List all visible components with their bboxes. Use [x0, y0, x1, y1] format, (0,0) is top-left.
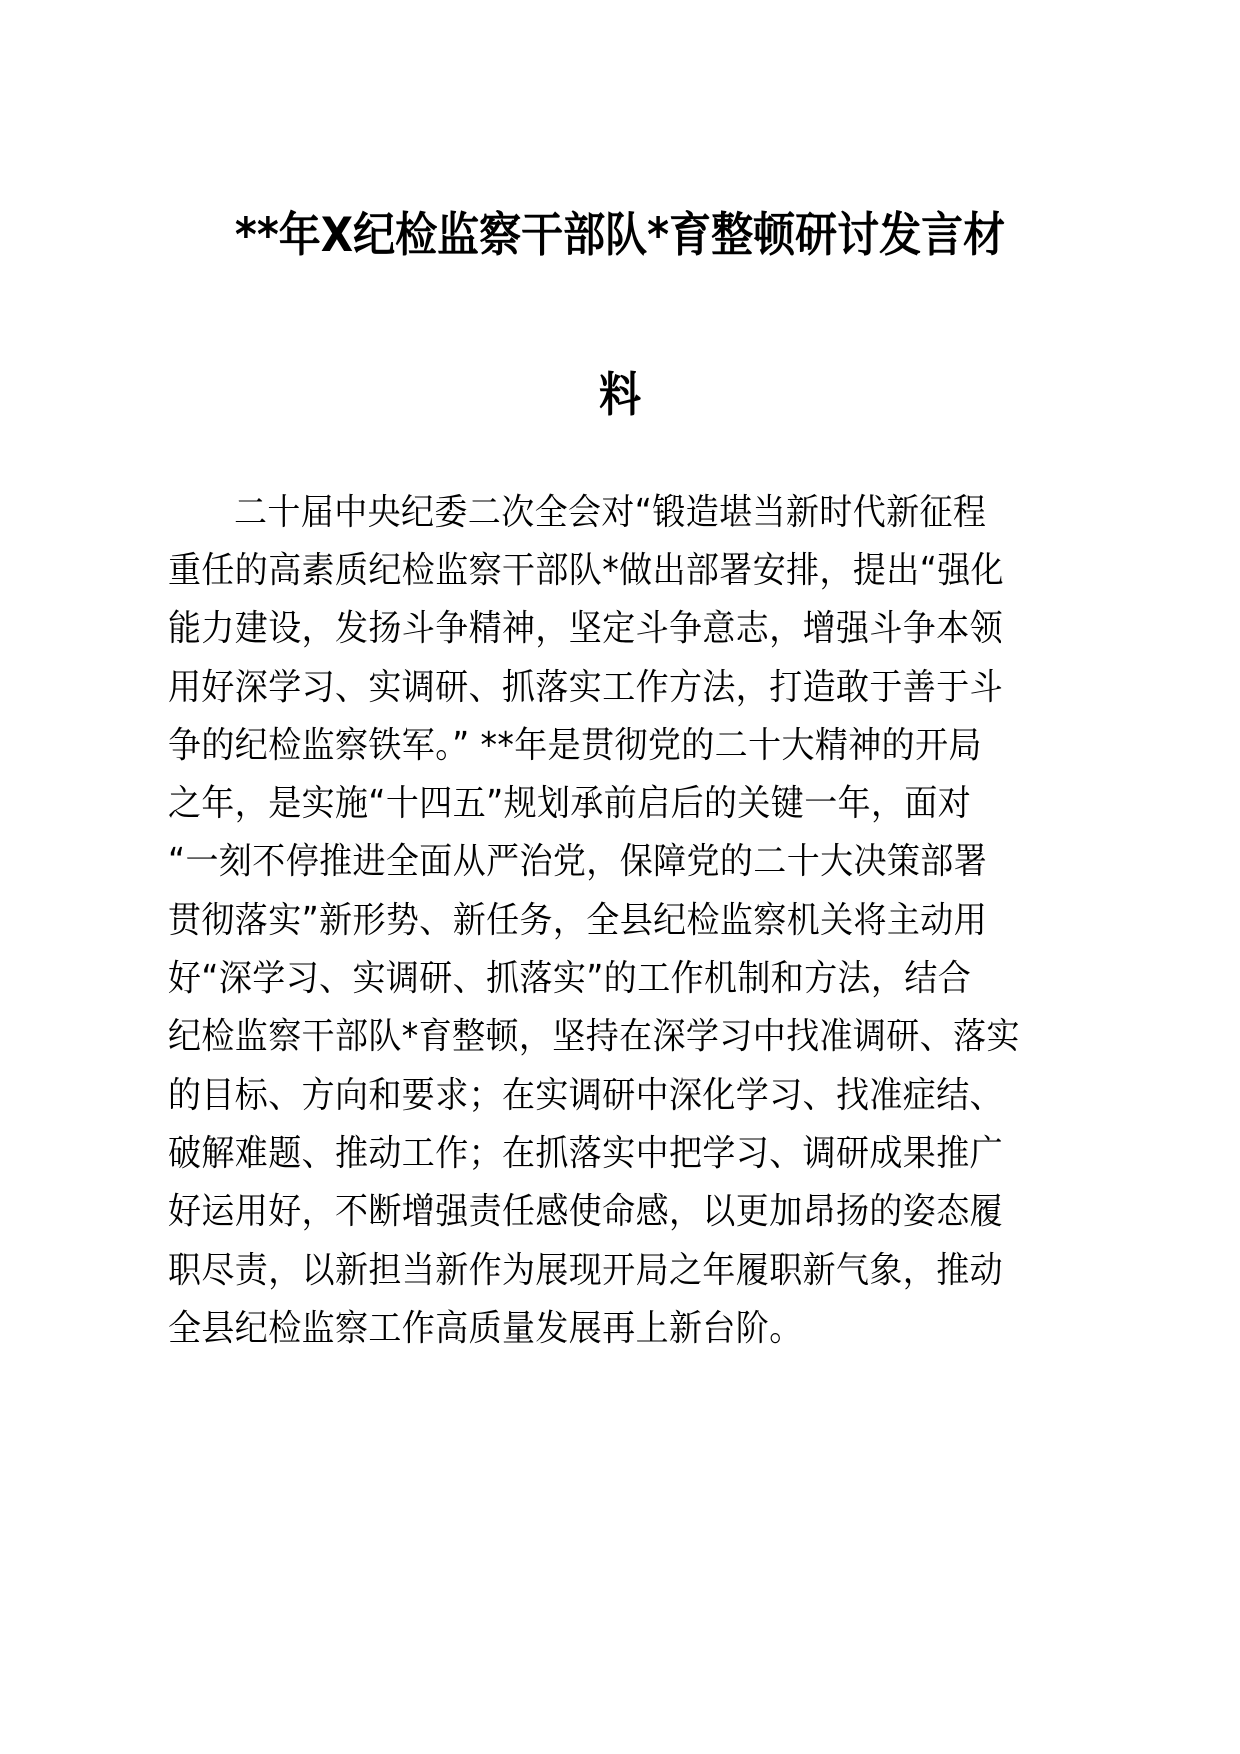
document-title-line-2: 料: [598, 367, 641, 423]
paragraph-line: 能力建设，发扬斗争精神，坚定斗争意志，增强斗争本领: [168, 606, 1003, 649]
paragraph-line: 好运用好，不断增强责任感使命感，以更加昂扬的姿态履: [168, 1189, 1003, 1232]
paragraph-line: 重任的高素质纪检监察干部队*做出部署安排，提出“强化: [168, 548, 1004, 591]
paragraph-line: 贯彻落实”新形势、新任务，全县纪检监察机关将主动用: [168, 898, 988, 941]
paragraph-line: 争的纪检监察铁军。” **年是贯彻党的二十大精神的开局: [168, 723, 982, 766]
paragraph-line: 全县纪检监察工作高质量发展再上新台阶。: [168, 1306, 803, 1349]
paragraph-line: 职尽责，以新担当新作为展现开局之年履职新气象，推动: [168, 1248, 1003, 1291]
paragraph-line: 之年，是实施“十四五”规划承前启后的关键一年，面对: [168, 781, 972, 824]
paragraph-line: 纪检监察干部队*育整顿，坚持在深学习中找准调研、落实: [168, 1014, 1020, 1057]
paragraph-line: 破解难题、推动工作；在抓落实中把学习、调研成果推广: [168, 1131, 1003, 1174]
document-title-line-1: **年X纪检监察干部队*育整顿研讨发言材: [234, 207, 1006, 263]
paragraph-line: “一刻不停推进全面从严治党，保障党的二十大决策部署: [168, 839, 988, 882]
paragraph-line: 好“深学习、实调研、抓落实”的工作机制和方法，结合: [168, 956, 972, 999]
paragraph-line: 二十届中央纪委二次全会对“锻造堪当新时代新征程: [234, 490, 987, 533]
paragraph-line: 用好深学习、实调研、抓落实工作方法，打造敢于善于斗: [168, 665, 1003, 708]
paragraph-line: 的目标、方向和要求；在实调研中深化学习、找准症结、: [168, 1073, 1003, 1116]
